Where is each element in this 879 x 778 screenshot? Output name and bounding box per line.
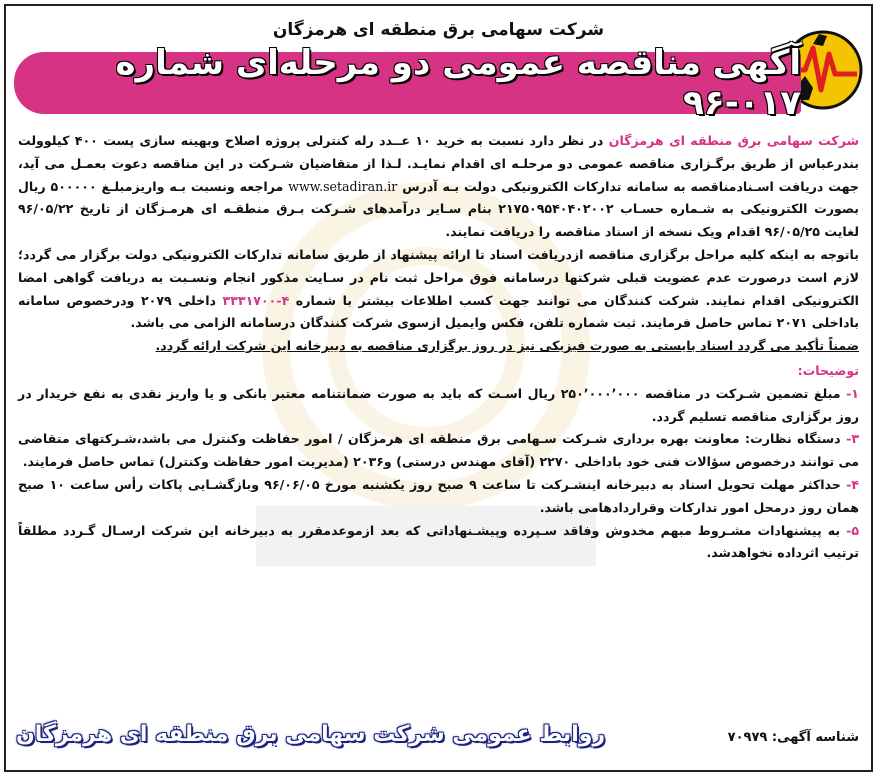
notes-heading: توضیحات: — [797, 362, 859, 378]
note-text: مبلغ تضمین شـرکت در مناقصه ۲۵۰٬۰۰۰٬۰۰۰ ریال اسـت که باید به صورت ضمانتنامه معتبر بانکی و یا واریز نقدی به نفع خریدار در روز برگزاری مناقصه تسلیم گردد. — [18, 385, 859, 424]
page-title: آگهی مناقصه عمومی دو مرحله‌ای شماره ۰۱۷-۹۶ — [115, 43, 801, 123]
intro-paragraph — [18, 130, 859, 244]
body-text — [18, 130, 859, 565]
advertisement-page — [4, 4, 873, 772]
note-item — [18, 383, 859, 429]
public-relations-signature: روابط عمومی شرکت سهامی برق منطقه ای هرمزگان — [16, 722, 606, 747]
title-banner — [14, 43, 801, 123]
contact-phone: ۴-۳۳۳۱۷۰۰ — [222, 292, 290, 308]
note-number: ۳- — [846, 431, 859, 447]
note-item — [18, 474, 859, 520]
footer — [16, 722, 859, 758]
company-name-top: شرکت سهامی برق منطقه ای هرمزگان — [272, 20, 605, 40]
note-text: حداکثر مهلت تحویل اسناد به دبیرخانه اینشـرکت تا ساعت ۹ صبح روز یکشنبه مورخ ۹۶/۰۶/۰۵ وبازگشـایی پاکات رأس ساعت ۱۰ صبح همان روز درمحل امور تدارکات وقراردادهامی باشد. — [18, 476, 859, 515]
registration-text-b: داخلی ۲۰۷۹ ودرخصوص سامانه باداخلی ۲۰۷۱ تماس حاصل فرمایند. ثبت شماره تلفن، فکس وایمیل ازسوی شرکت کنندگان درسامانه الزامی می باشد. — [18, 292, 859, 331]
note-text: دستگاه نظارت: معاونت بهره برداری شـرکت سـهامی برق منطقه ای هرمزگان / امور حفاظت وکنترل می باشد،شـرکتهای متقاضی می توانند درخصوص سؤالات فنی خود باداخلی ۲۲۷۰ (آقای مهندس درستی) و۲۰۳۶ (مدیریت امور حفاظت وکنترل) تماس حاصل فرمایند. — [18, 431, 859, 470]
note-number: ۵- — [846, 522, 859, 538]
registration-text-a: باتوجه به اینکه کلیه مراحل برگزاری مناقصه ازدریافت اسناد تا ارائه پیشنهاد از طریق سامانه تدارکات الکترونیکی دولت برگزار می گردد؛ لازم است درصورت عدم عضویت قبلی شرکتها درسامانه فوق مراحل ثبت نام در سـایت مذکور انجام ونسـبت به دریافت گواهی امضا الکترونیکی اقدام نمایند. شرکت کنندگان می توانند جهت کسب اطلاعات بیشتر با شماره — [18, 246, 859, 308]
intro-text-b: مراجعه ونسبت بـه واریزمبلـغ ۵۰۰۰۰۰ ریال بصورت الکترونیکی به شـماره حسـاب ۲۱۷۵۰۹۵۴۰۴۰۲۰۰۲ بنام سـایر درآمدهای شـرکت بـرق منطقـه ای هرمـزگان از تاریخ ۹۶/۰۵/۲۲ لغایت ۹۶/۰۵/۲۵ اقدام ویک نسخه از اسناد مناقصه را دریافت نمایند. — [18, 178, 860, 240]
note-number: ۱- — [846, 385, 859, 401]
registration-paragraph — [18, 244, 859, 335]
note-item — [18, 428, 859, 474]
company-name-highlight: شرکت سهامی برق منطقه ای هرمزگان — [608, 133, 859, 148]
ad-identifier: شناسه آگهی: ۷۰۹۷۹ — [727, 730, 859, 745]
intro-text-a: در نظر دارد نسبت به خرید ۱۰ عــدد رله کنترلی پروژه اصلاح وبهینه سازی پست ۴۰۰ کیلوولت بندرعباس از طریق برگـزاری مناقصه عمومی دو مرحلـه ای اقدام نمایـد. لـذا از متقاضیان شـرکت در این مناقصه دعوت بعمـل می آید، جهت دریافت اسـنادمناقصه به سامانه تدارکات الکترونیکی دولت بـه آدرس — [18, 133, 859, 194]
note-item — [18, 520, 859, 566]
note-text: به پیشنهادات مشـروط مبهم مخدوش وفاقد سـپرده وپیشـنهاداتی که بعد ازموعدمقرر به دبیرخانه این شرکت ارسـال گـردد مطلقاً ترتیب اثرداده نخواهدشد. — [18, 522, 859, 561]
physical-submission-note: ضمناً تأکید می گردد اسناد بایستی به صورت فیزیکی نیز در روز برگزاری مناقصه به دبیرخانه این شرکت ارائه گردد. — [155, 338, 859, 354]
website-url: www.setadiran.ir — [288, 178, 398, 194]
note-number: ۴- — [846, 476, 859, 492]
